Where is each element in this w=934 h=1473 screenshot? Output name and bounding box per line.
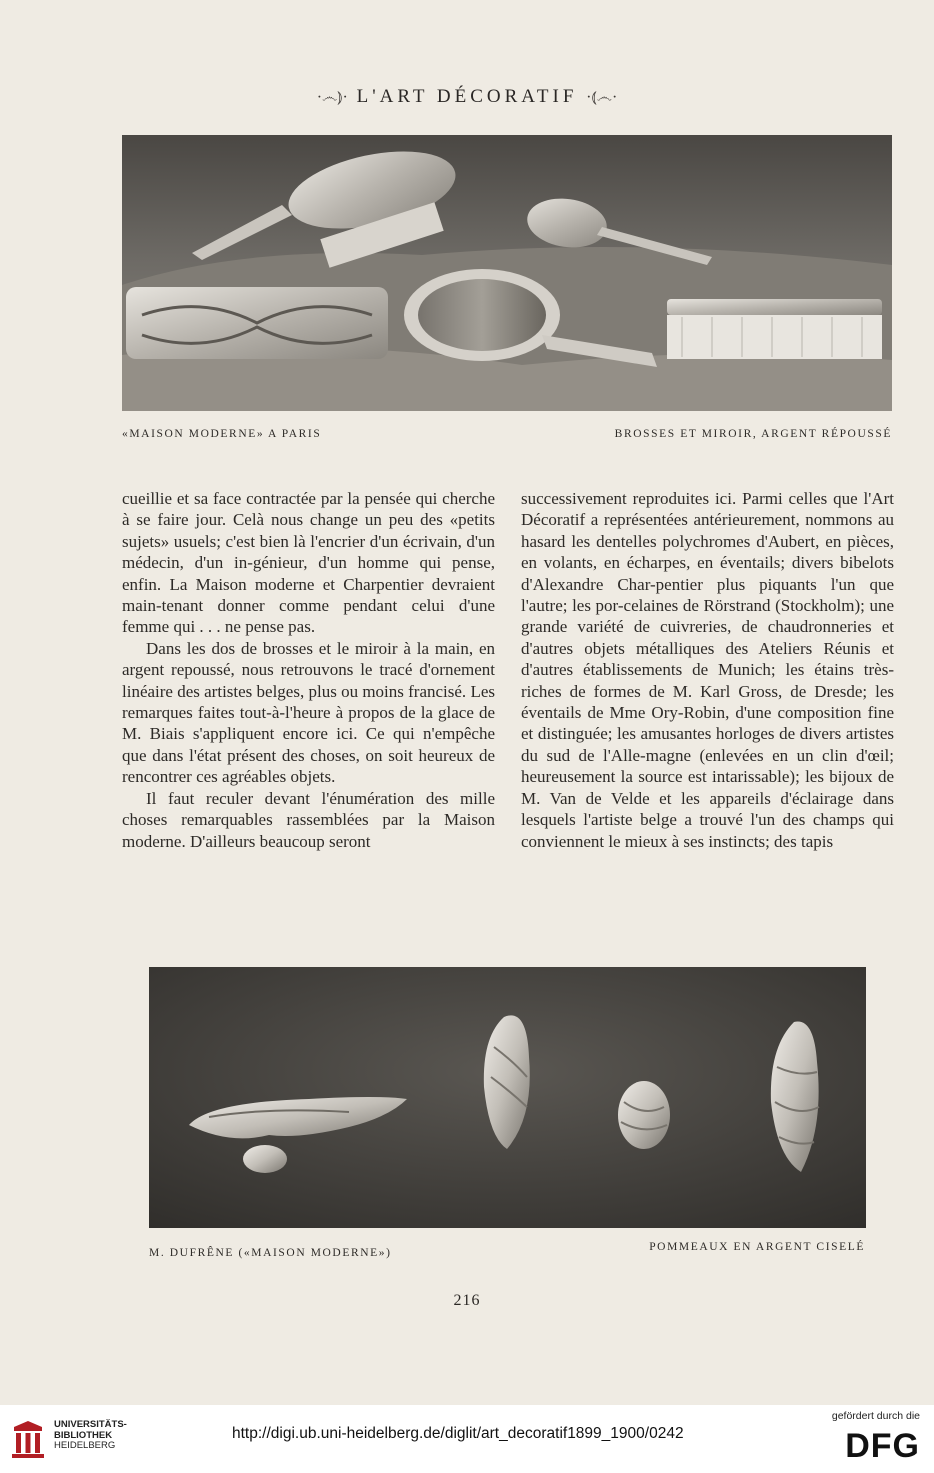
text-column-left bbox=[122, 488, 495, 852]
text-column-right bbox=[521, 488, 894, 852]
paragraph: Dans les dos de brosses et le miroir à la main, en argent repoussé, nous retrouvons le tracé d'ornement linéaire des artistes belges, plus ou moins francisé. Les remarques faites tout-à-l'heure à propos de la glace de M. Biais s'appliquent encore ici. Ce qui n'empêche que dans l'état présent des choses, on soit heureux de rencontrer ces agréables objets. bbox=[122, 638, 495, 787]
university-library-logo-icon bbox=[10, 1419, 46, 1459]
journal-title: L'ART DÉCORATIF bbox=[356, 86, 578, 107]
running-header bbox=[0, 86, 934, 108]
paragraph: Il faut reculer devant l'énumération des mille choses remarquables rassemblées par la Maison moderne. D'ailleurs beaucoup seront bbox=[122, 788, 495, 851]
left-flourish-icon: ·෴⦆· bbox=[316, 88, 348, 106]
figure2-caption-left: M. DUFRÊNE («MAISON MODERNE») bbox=[149, 1247, 392, 1259]
photo-brushes-mirror bbox=[122, 135, 892, 411]
photo-silver-knobs bbox=[149, 967, 866, 1228]
figure2-caption-right: POMMEAUX EN ARGENT CISELÉ bbox=[649, 1241, 865, 1253]
permalink-url[interactable]: http://digi.ub.uni-heidelberg.de/diglit/art_decoratif1899_1900/0242 bbox=[232, 1425, 684, 1442]
page-number: 216 bbox=[453, 1292, 481, 1309]
silver-knobs-image bbox=[149, 967, 866, 1228]
brushes-mirror-image bbox=[122, 135, 892, 411]
right-flourish-icon: ·⦅෴· bbox=[586, 88, 618, 106]
paragraph: successivement reproduites ici. Parmi celles que l'Art Décoratif a représentées antérieurement, nommons au hasard les dentelles polychromes d'Aubert, en pièces, en volants, en écharpes, en éventails; divers bibelots d'Alexandre Char-pentier plus piquants l'un que l'autre; les por-celaines de Rörstrand (Stockholm); une grande variété de cuivreries, de chaudronneries et d'autres objets métalliques des Ateliers Réunis et d'autres établissements de Munich; les étains très-riches de formes de M. Karl Gross, de Dresde; les éventails de Mme Ory-Robin, d'une composition fine et distinguée; les amusantes horloges de divers artistes du sud de l'Alle-magne (enlevées en un clin d'œil; heureusement la source est intarissable); les bijoux de M. Van de Velde et les appareils d'éclairage dans lesquels l'artiste belge a trouvé l'un des champs qui conviennent le mieux à ses instincts; des tapis bbox=[521, 489, 894, 851]
funding-note: gefördert durch die bbox=[831, 1410, 920, 1422]
library-name: UNIVERSITÄTS- BIBLIOTHEK HEIDELBERG bbox=[54, 1419, 127, 1451]
paragraph: cueillie et sa face contractée par la pensée qui cherche à se faire jour. Celà nous change un peu des «petits sujets» usuels; c'est bien là l'encrier d'un écrivain, d'un médecin, d'un in-génieur, d'un homme qui pense, enfin. La Maison moderne et Charpentier devraient main-tenant donner comme pendant celui d'une femme qui . . . ne pense pas. bbox=[122, 489, 495, 637]
dfg-logo: DFG bbox=[845, 1427, 920, 1465]
figure1-caption-left: «MAISON MODERNE» A PARIS bbox=[122, 428, 322, 440]
figure1-caption-right: BROSSES ET MIROIR, ARGENT RÉPOUSSÉ bbox=[614, 428, 892, 440]
digitization-footer bbox=[0, 1405, 934, 1473]
